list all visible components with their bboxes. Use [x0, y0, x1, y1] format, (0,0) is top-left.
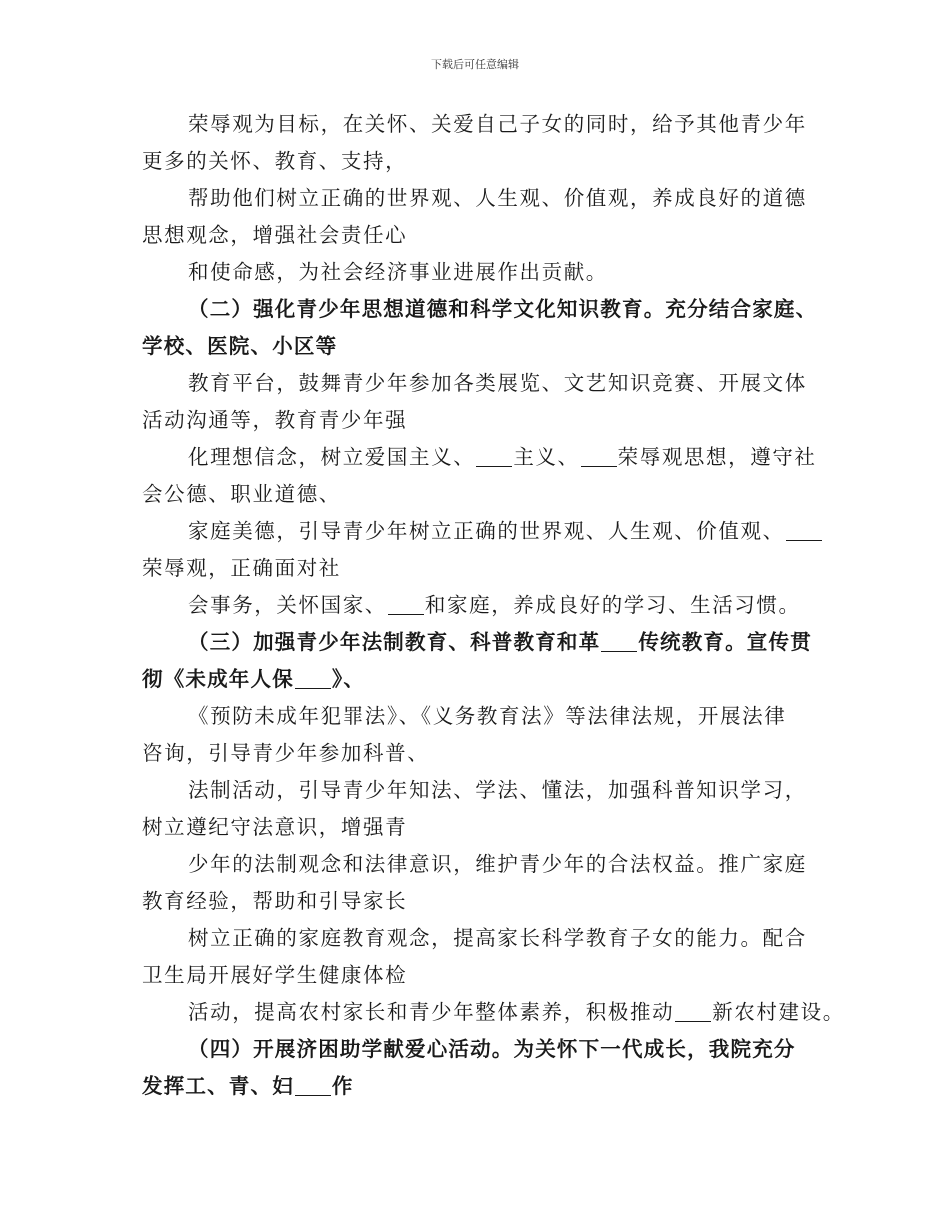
text-line: 活动沟通等，教育青少年强 — [142, 408, 408, 432]
text-line: 法制活动，引导青少年知法、学法、懂法，加强科普知识学习， — [188, 778, 807, 802]
blank — [295, 668, 331, 689]
blank — [476, 446, 512, 467]
text-line: 荣辱观，正确面对社 — [142, 556, 341, 580]
text-line: 少年的法制观念和法律意识，维护青少年的合法权益。推广家庭 — [188, 852, 807, 876]
text-line: 教育平台，鼓舞青少年参加各类展览、文艺知识竞赛、开展文体 — [188, 371, 807, 395]
text-line: 会事务，关怀国家、 和家庭，养成良好的学习、生活习惯。 — [188, 593, 801, 617]
text-line: 和使命感，为社会经济事业进展作出贡献。 — [188, 260, 608, 284]
text-line: 家庭美德，引导青少年树立正确的世界观、人生观、价值观、 — [142, 513, 832, 550]
text-line: 树立遵纪守法意识，增强青 — [142, 815, 408, 839]
text-line: 更多的关怀、教育、支持， — [142, 149, 408, 173]
text-line: 思想观念，增强社会责任心 — [142, 223, 408, 247]
text-line: 《预防未成年犯罪法》、《义务教育法》等法律法规，开展法律 — [188, 704, 787, 728]
text-line: 帮助他们树立正确的世界观、人生观、价值观，养成良好的道德 — [188, 186, 807, 210]
section-heading-2: （二）强化青少年思想道德和科学文化知识教育。充分结合家庭、 — [188, 297, 818, 321]
blank — [675, 1001, 711, 1022]
blank — [786, 520, 822, 541]
text-line: 教育经验，帮助和引导家长 — [142, 889, 408, 913]
blank — [388, 594, 424, 615]
text-line: 会公德、职业道德、 — [142, 482, 341, 506]
document-body — [142, 106, 845, 1105]
section-heading-4-cont: 发挥工、青、妇 作 — [142, 1074, 354, 1098]
text-line: 树立正确的家庭教育观念，提高家长科学教育子女的能力。配合 — [188, 926, 807, 950]
text-line: 化理想信念，树立爱国主义、 主义、 荣辱观思想，遵守社 — [188, 445, 817, 469]
text-line: 咨询，引导青少年参加科普、 — [142, 741, 430, 765]
section-heading-2-cont: 学校、医院、小区等 — [142, 334, 338, 358]
text-line: 荣辱观为目标，在关怀、关爱自己子女的同时，给予其他青少年 — [188, 112, 807, 136]
blank — [581, 446, 617, 467]
blank — [295, 1075, 331, 1096]
text-line: 卫生局开展好学生健康体检 — [142, 963, 408, 987]
section-heading-3-cont: 彻《未成年人保 》、 — [142, 667, 366, 691]
text-line: 活动，提高农村家长和青少年整体素养，积极推动 新农村建设。 — [188, 1000, 845, 1024]
page-header: 下载后可任意编辑 — [431, 58, 519, 71]
blank — [601, 631, 637, 652]
section-heading-3: （三）加强青少年法制教育、科普教育和革 传统教育。宣传贯 — [188, 630, 812, 654]
section-heading-4: （四）开展济困助学献爱心活动。为关怀下一代成长，我院充分 — [188, 1037, 796, 1061]
